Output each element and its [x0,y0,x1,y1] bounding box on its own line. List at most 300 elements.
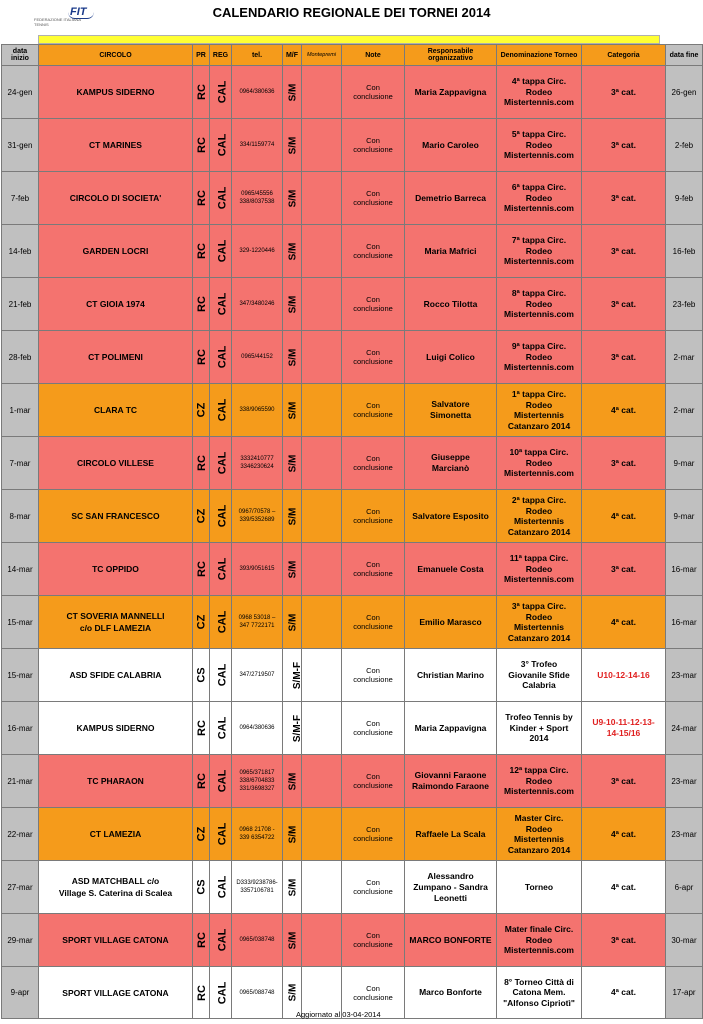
gender-cell-text: S/M [287,348,299,366]
tournament-name-cell [497,808,582,861]
region-cell [210,384,232,437]
responsabile-cell-line: Mario Caroleo [422,139,479,150]
phone-cell-line: 0965/44152 [241,354,273,360]
province-cell-text: RC [195,137,208,153]
tournament-name-cell [497,384,582,437]
category-cell-line: 3ª cat. [611,775,636,786]
category-cell-line: 4ª cat. [611,828,636,839]
province-cell-text: CS [195,667,208,683]
category-cell-line: 4ª cat. [611,881,636,892]
category-cell [582,384,666,437]
responsabile-cell-line: Simonetta [429,410,472,420]
end-date-cell: 17-apr [666,967,703,1019]
region-cell-text: CAL [216,239,229,263]
responsabile-cell-line: Maria Zappavigna [414,86,487,97]
province-cell-text: CZ [195,402,208,418]
tournament-name-cell [497,649,582,702]
category-cell-line: 3ª cat. [611,457,636,468]
montepremi-cell [302,437,342,490]
phone-cell-line: 339/5352689 [239,517,275,523]
montepremi-cell [302,808,342,861]
circolo-cell [39,596,193,649]
circolo-cell [39,490,193,543]
tournament-name-cell-line: Rodeo [525,505,553,516]
responsabile-cell-line: MARCO BONFORTE [409,934,492,945]
region-cell-text: CAL [216,822,229,846]
tournament-name-cell-line: Mistertennis.com [504,97,574,108]
tournament-name-cell-line: 8ª tappa Circ. [511,288,567,299]
region-cell [210,490,232,543]
circolo-cell [39,66,193,119]
tournament-name-cell [497,543,582,596]
category-cell-line: 4ª cat. [611,404,636,415]
end-date-cell: 16-mar [666,543,703,596]
tournament-name-cell [497,596,582,649]
phone-cell [232,861,283,914]
gender-cell [283,119,302,172]
note-cell-line: conclusione [353,887,393,896]
phone-cell [232,331,283,384]
phone-cell [232,437,283,490]
tournament-name-cell [497,66,582,119]
gender-cell [283,914,302,967]
note-cell-line: Con [366,825,380,834]
category-cell [582,119,666,172]
category-cell-line: 3ª cat. [611,245,636,256]
col-header-tel: tel. [232,45,283,66]
gender-cell-text: S/M [287,189,299,207]
note-cell-line: conclusione [353,198,393,207]
end-date-cell: 24-mar [666,702,703,755]
tournament-name-cell [497,437,582,490]
responsabile-cell-line: Alessandro [427,870,474,881]
tournament-name-cell [497,702,582,755]
category-cell-line: U9-10-11-12-13- [592,717,655,727]
montepremi-cell [302,66,342,119]
start-date-cell: 8-mar [2,490,39,543]
start-date-cell: 14-mar [2,543,39,596]
circolo-cell-line: SC SAN FRANCESCO [71,511,160,521]
table-row [2,384,703,437]
note-cell-line: Con [366,454,380,463]
tournament-name-cell [497,278,582,331]
category-cell-line: 3ª cat. [611,86,636,97]
tournament-name-cell-line: 12ª tappa Circ. [509,765,569,776]
responsabile-cell [405,384,497,437]
note-cell-line: conclusione [353,304,393,313]
circolo-cell-line: CIRCOLO DI SOCIETA' [69,193,162,203]
start-date-cell: 22-mar [2,808,39,861]
province-cell [193,384,210,437]
region-cell-text: CAL [216,875,229,899]
gender-cell [283,649,302,702]
region-cell [210,119,232,172]
start-date-cell: 21-mar [2,755,39,808]
start-date-cell: 7-mar [2,437,39,490]
category-cell [582,808,666,861]
phone-cell [232,808,283,861]
circolo-cell [39,702,193,755]
gender-cell [283,543,302,596]
tournament-name-cell-line: Mistertennis.com [504,574,574,585]
footer-updated: Aggiornato al 03-04-2014 [296,1010,381,1019]
note-cell-line: conclusione [353,357,393,366]
gender-cell [283,596,302,649]
phone-cell [232,119,283,172]
tournament-name-cell-line: Master Circ. [514,813,564,823]
tournament-name-cell-line: Catona Mem. [512,987,566,998]
responsabile-cell [405,172,497,225]
responsabile-cell [405,331,497,384]
end-date-cell: 23-mar [666,649,703,702]
province-cell-text: RC [195,984,208,1001]
responsabile-cell-line: Maria Zappavigna [414,722,487,733]
tournament-name-cell-line: 10ª tappa Circ. [509,447,569,458]
responsabile-cell [405,702,497,755]
col-header-circolo: CIRCOLO [39,45,193,66]
tournament-name-cell-line: Rodeo [525,192,553,203]
start-date-cell: 21-feb [2,278,39,331]
phone-cell-line: 3346230624 [240,464,274,470]
tournament-name-cell-line: Mistertennis.com [504,256,574,267]
note-cell-line: conclusione [353,728,393,737]
phone-cell-line: 0965/45556 [241,191,273,197]
circolo-cell-line: CT POLIMENI [88,352,143,362]
tournament-name-cell [497,119,582,172]
table-row [2,66,703,119]
province-cell-text: RC [195,190,208,206]
circolo-cell [39,967,193,1019]
note-cell-line: conclusione [353,251,393,260]
tournament-name-cell-line: Kinder + Sport [509,722,569,733]
tournament-name-cell-line: Catanzaro 2014 [507,632,571,643]
province-cell [193,967,210,1019]
tournament-name-cell-line: 1ª tappa Circ. [511,389,567,399]
tournament-name-cell-line: Rodeo [525,351,553,362]
tournament-name-cell-line: 3ª tappa Circ. [511,601,567,611]
header [0,0,703,32]
region-cell [210,331,232,384]
table-row [2,861,703,914]
province-cell [193,596,210,649]
phone-cell-line: 347/2719507 [239,672,275,678]
responsabile-cell-line: Demetrio Barreca [415,192,486,203]
region-cell [210,596,232,649]
circolo-cell [39,225,193,278]
montepremi-cell [302,649,342,702]
note-cell [342,861,405,914]
note-cell [342,490,405,543]
region-cell [210,755,232,808]
tournament-name-cell-line: Mistertennis.com [504,945,574,956]
gender-cell [283,384,302,437]
end-date-cell: 30-mar [666,914,703,967]
tournament-name-cell-line: Torneo [524,881,554,892]
responsabile-cell [405,755,497,808]
region-cell [210,861,232,914]
end-date-cell: 16-mar [666,596,703,649]
phone-cell-line: 329-1220446 [239,248,275,254]
tournament-name-cell-line: Rodeo [525,139,553,150]
tournament-name-cell-line: Mistertennis [513,516,565,526]
responsabile-cell [405,119,497,172]
gender-cell [283,172,302,225]
province-cell-text: RC [195,455,208,471]
start-date-cell: 15-mar [2,596,39,649]
circolo-cell [39,278,193,331]
note-cell-line: Con [366,613,380,622]
phone-cell-line: 331/3698327 [239,786,275,792]
tournament-name-cell-line: Catanzaro 2014 [507,526,571,537]
province-cell [193,490,210,543]
gender-cell [283,861,302,914]
tournament-name-cell-line: 7ª tappa Circ. [511,235,567,246]
responsabile-cell [405,490,497,543]
end-date-cell: 16-feb [666,225,703,278]
table-row [2,702,703,755]
category-cell [582,702,666,755]
col-header-note: Note [342,45,405,66]
gender-cell [283,66,302,119]
phone-cell-line: 338/9065590 [239,407,275,413]
phone-cell-line: 0968 21708 - [239,827,275,833]
phone-cell [232,66,283,119]
montepremi-cell [302,384,342,437]
circolo-cell-line: ASD MATCHBALL c/o [71,876,160,886]
tournament-name-cell-line: Rodeo [525,611,553,622]
montepremi-cell [302,225,342,278]
province-cell [193,543,210,596]
region-cell [210,967,232,1019]
region-cell [210,278,232,331]
note-cell-line: Con [366,666,380,675]
end-date-cell: 9-feb [666,172,703,225]
province-cell [193,861,210,914]
region-cell-text: CAL [216,610,229,634]
responsabile-cell [405,437,497,490]
note-cell [342,119,405,172]
province-cell-text: RC [195,349,208,365]
phone-cell [232,225,283,278]
tournament-name-cell-line: Calabria [522,680,556,691]
region-cell [210,914,232,967]
end-date-cell: 2-mar [666,384,703,437]
end-date-cell: 9-mar [666,437,703,490]
province-cell-text: RC [195,243,208,259]
tournament-name-cell-line: Rodeo [525,563,553,574]
table-row [2,914,703,967]
phone-cell-line: 0965/371817 [239,770,275,776]
note-cell [342,384,405,437]
responsabile-cell [405,278,497,331]
circolo-cell [39,755,193,808]
region-cell [210,172,232,225]
circolo-cell [39,384,193,437]
gender-cell [283,437,302,490]
category-cell-line: 4ª cat. [611,987,636,997]
responsabile-cell-line: Giovanni Faraone [414,770,487,780]
region-cell-text: CAL [216,663,229,687]
responsabile-cell-line: Rocco Tilotta [423,298,478,309]
circolo-cell-line: CT GIOIA 1974 [86,299,145,309]
table-row [2,172,703,225]
region-cell [210,808,232,861]
circolo-cell [39,543,193,596]
gender-cell-text: S/M [287,295,299,313]
table-row [2,649,703,702]
gender-cell-text: S/M [287,136,299,154]
phone-cell-line: 0964/380636 [239,725,275,731]
end-date-cell: 23-mar [666,755,703,808]
circolo-cell [39,437,193,490]
start-date-cell: 9-apr [2,967,39,1019]
circolo-cell-line: TC OPPIDO [92,564,139,574]
gender-cell-text: S/M [287,772,299,790]
col-header-start-date: data inizio [2,45,39,66]
tournament-name-cell-line: Mater finale Circ. [504,924,574,935]
category-cell [582,861,666,914]
category-cell [582,755,666,808]
circolo-cell [39,649,193,702]
province-cell [193,66,210,119]
circolo-cell-line: CIRCOLO VILLESE [77,458,154,468]
responsabile-cell-line: Emilio Marasco [419,616,482,627]
note-cell-line: conclusione [353,410,393,419]
phone-cell [232,967,283,1019]
note-cell [342,808,405,861]
region-cell-text: CAL [216,398,229,422]
logo-text: FIT [70,6,87,18]
circolo-cell-line: SPORT VILLAGE CATONA [62,935,169,945]
province-cell [193,437,210,490]
category-cell [582,490,666,543]
gender-cell-text: S/M-F [292,661,304,689]
tournament-name-cell-line: Mistertennis.com [504,203,574,214]
tournament-name-cell [497,490,582,543]
circolo-cell-line: CLARA TC [93,405,138,415]
tournament-name-cell [497,331,582,384]
responsabile-cell-line: Christian Marino [416,669,485,680]
note-cell-line: Con [366,719,380,728]
note-cell [342,702,405,755]
region-cell-text: CAL [216,186,229,210]
region-cell-text: CAL [216,981,229,1004]
responsabile-cell-line: Emanuele Costa [417,563,484,574]
phone-cell [232,384,283,437]
category-cell [582,278,666,331]
responsabile-cell-line: Marcianò [431,463,470,473]
phone-cell-line: 0965/038748 [239,937,275,943]
circolo-cell [39,331,193,384]
note-cell [342,278,405,331]
gender-cell-text: S/M [287,507,299,525]
table-row [2,755,703,808]
phone-cell-line: 334/1159774 [239,142,275,148]
end-date-cell: 6-apr [666,861,703,914]
responsabile-cell-line: Raffaele La Scala [415,828,486,839]
phone-cell-line: 347/3480246 [239,301,275,307]
tournament-name-cell [497,861,582,914]
region-cell [210,543,232,596]
col-header-reg: REG [210,45,232,66]
circolo-cell-line: Village S. Caterina di Scalea [58,888,173,898]
province-cell [193,331,210,384]
col-header-denominazione: Denominazione Torneo [497,45,582,66]
tournament-name-cell-line: Mistertennis.com [504,786,574,797]
note-cell-line: conclusione [353,940,393,949]
note-cell-line: conclusione [353,463,393,472]
tournament-name-cell-line: 5ª tappa Circ. [511,129,567,140]
start-date-cell: 31-gen [2,119,39,172]
category-cell-line: 3ª cat. [611,351,636,362]
tournament-name-cell-line: 11ª tappa Circ. [509,553,569,564]
note-cell [342,543,405,596]
region-cell-text: CAL [216,928,229,952]
region-cell [210,66,232,119]
category-cell-line: 3ª cat. [611,563,636,574]
note-cell [342,331,405,384]
tournament-name-cell-line: 4ª tappa Circ. [511,76,567,87]
gender-cell-text: S/M [287,613,299,631]
responsabile-cell-line: Salvatore Esposito [412,510,489,521]
note-cell [342,596,405,649]
circolo-cell [39,808,193,861]
gender-cell [283,755,302,808]
gender-cell-text: S/M [287,878,299,896]
note-cell [342,755,405,808]
logo-subtext: FEDERAZIONE ITALIANA TENNIS [34,17,81,27]
circolo-cell-line: CT MARINES [89,140,142,150]
circolo-cell [39,172,193,225]
gender-cell [283,225,302,278]
montepremi-cell [302,596,342,649]
tournament-name-cell-line: 6ª tappa Circ. [511,182,567,193]
gender-cell-text: S/M-F [292,714,304,742]
category-cell [582,543,666,596]
table-row [2,331,703,384]
note-cell [342,172,405,225]
responsabile-cell-line: Giuseppe [431,452,470,462]
phone-cell [232,914,283,967]
note-cell-line: Con [366,136,380,145]
start-date-cell: 24-gen [2,66,39,119]
note-cell-line: conclusione [353,145,393,154]
responsabile-cell-line: Salvatore [431,399,470,409]
end-date-cell: 23-feb [666,278,703,331]
note-cell-line: Con [366,878,380,887]
category-cell-line: U10-12-14-16 [597,669,650,680]
start-date-cell: 29-mar [2,914,39,967]
phone-cell-line: D333/9238786- [236,880,278,886]
tournament-name-cell-line: "Alfonso Cipriotì" [503,997,575,1008]
circolo-cell-line: GARDEN LOCRI [82,246,149,256]
tournament-name-cell-line: Mistertennis.com [504,362,574,373]
circolo-cell [39,914,193,967]
tournament-name-cell-line: Mistertennis.com [504,468,574,479]
region-cell-text: CAL [216,345,229,369]
col-header-categoria: Categoria [582,45,666,66]
category-cell-line: 4ª cat. [611,510,636,521]
circolo-cell-line: CT LAMEZIA [89,829,142,839]
responsabile-cell [405,543,497,596]
table-body [2,66,703,1019]
col-header-pr: PR [193,45,210,66]
category-cell [582,437,666,490]
region-cell [210,437,232,490]
phone-cell-line: 347 7722171 [239,623,275,629]
phone-cell [232,702,283,755]
province-cell-text: RC [195,84,208,100]
